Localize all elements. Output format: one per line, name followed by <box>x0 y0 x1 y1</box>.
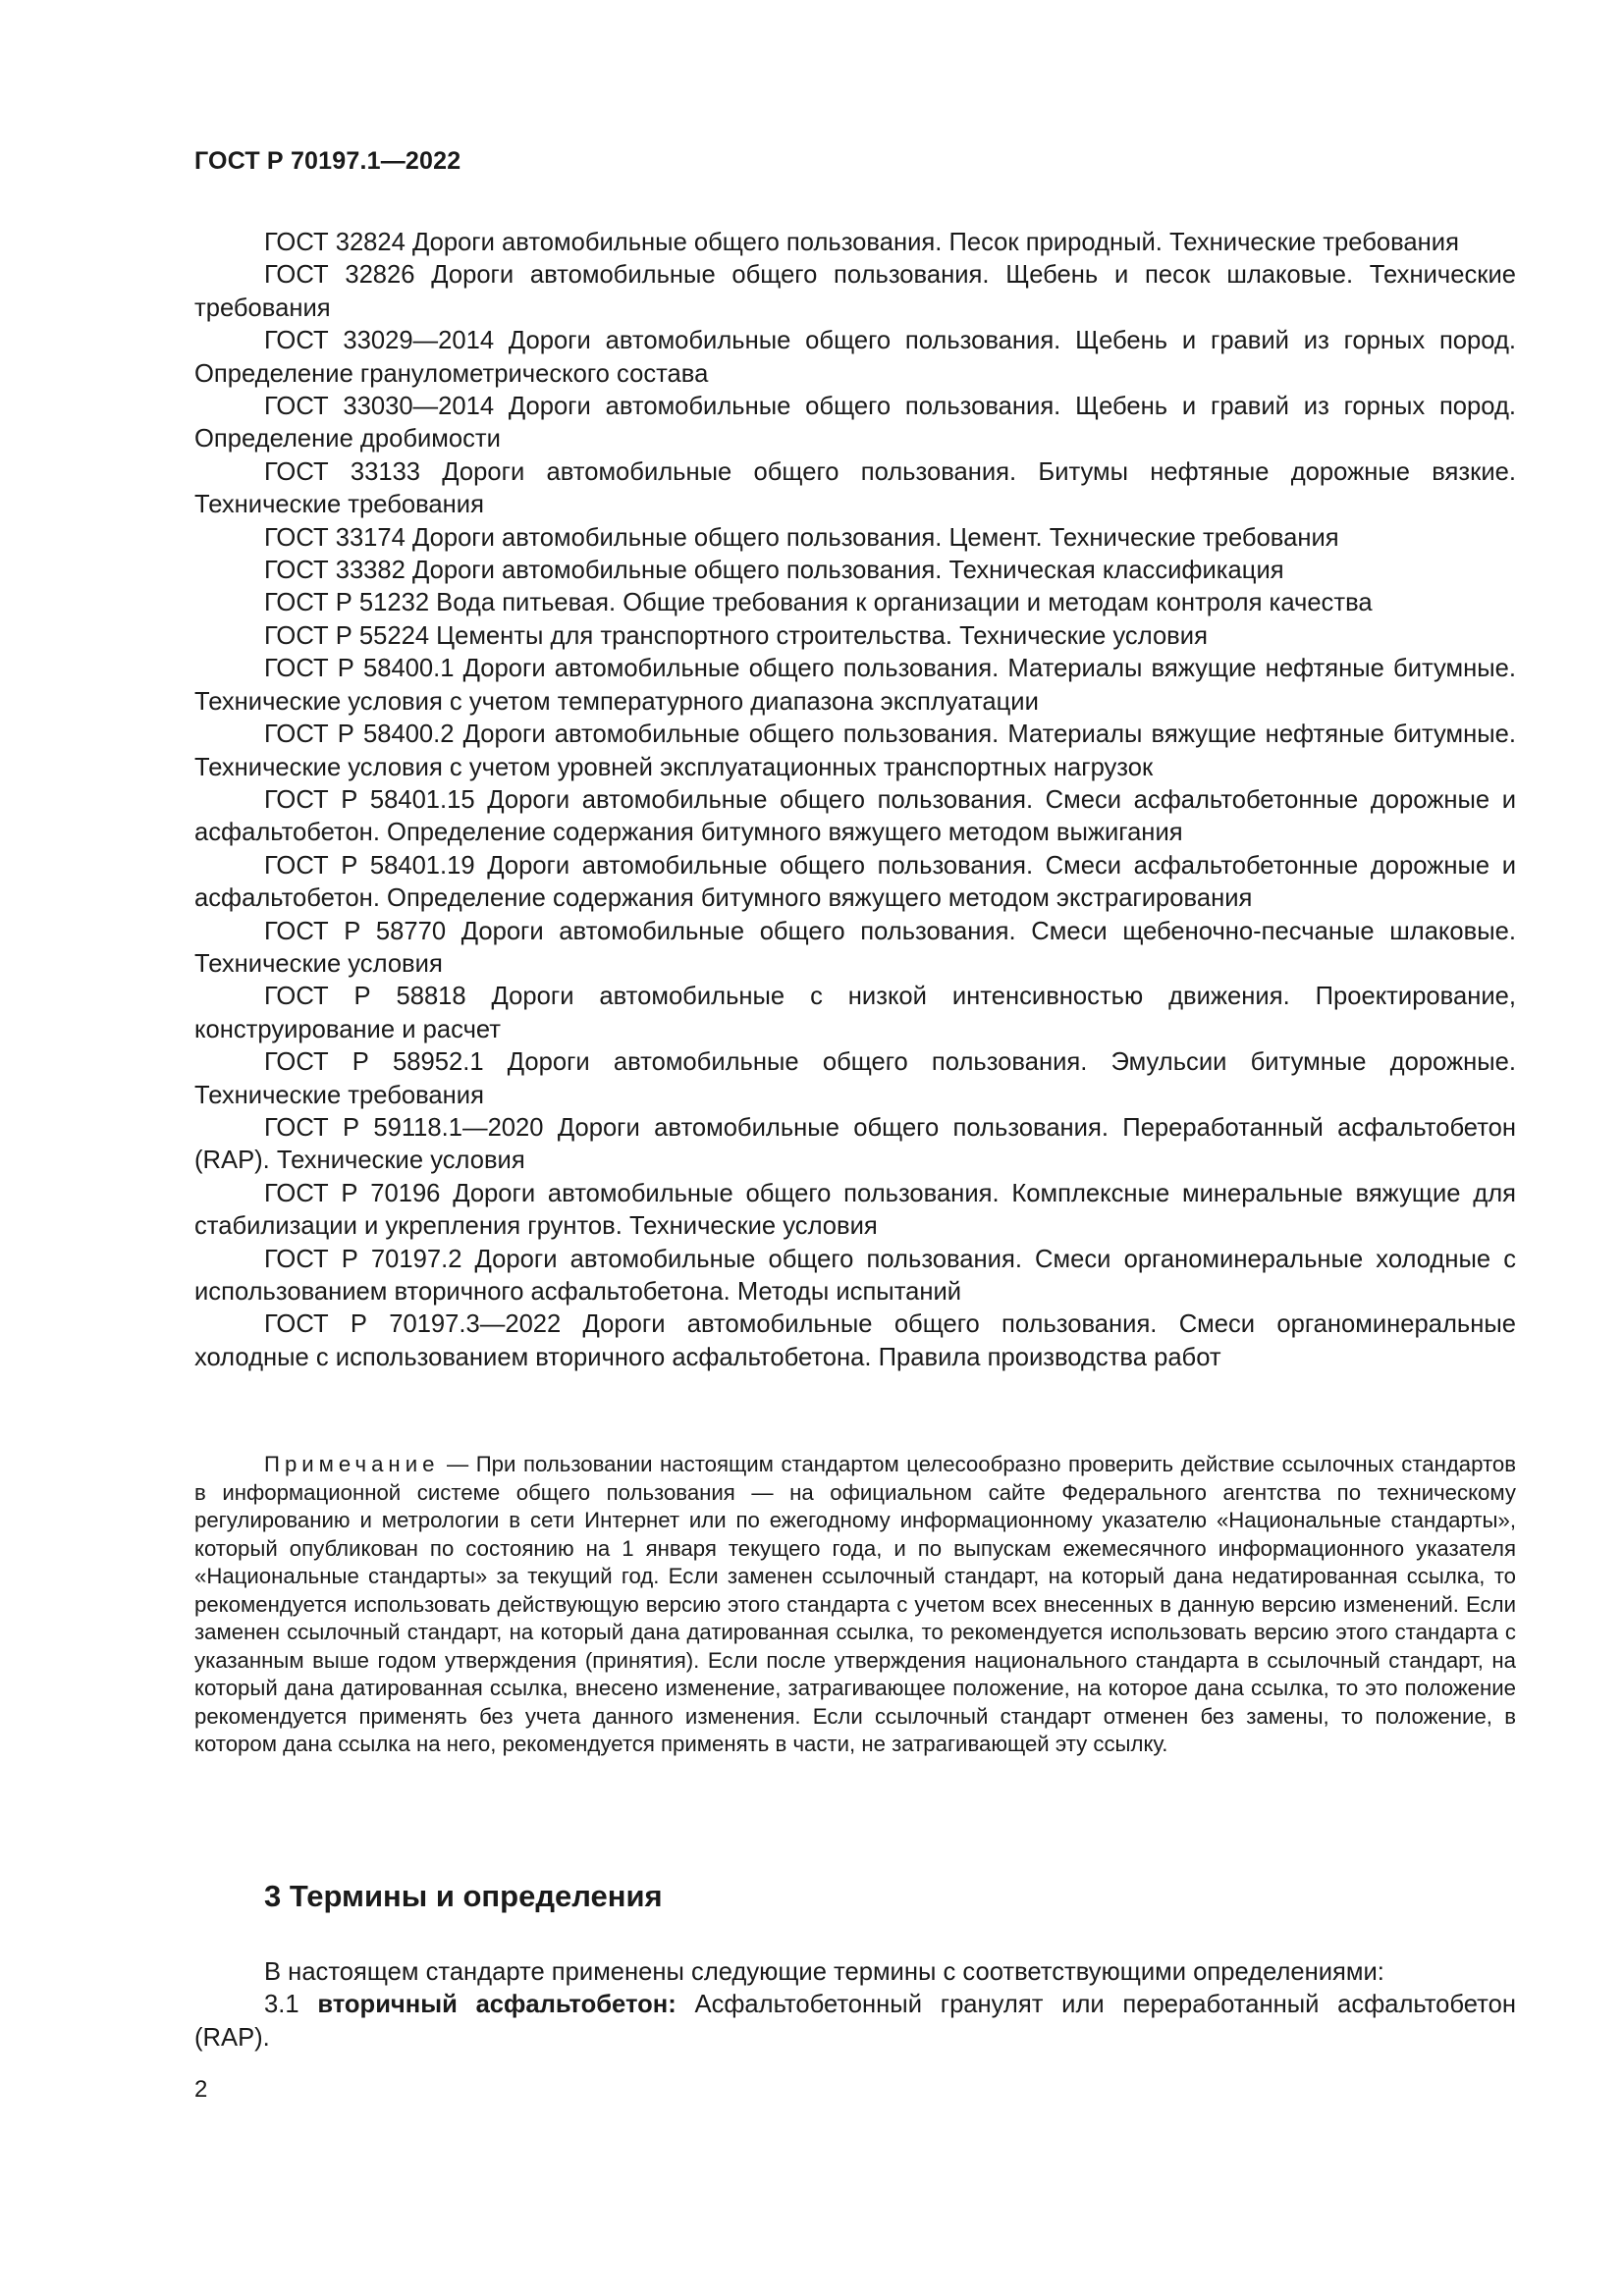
references-note <box>194 1451 1516 1759</box>
section-3-title: 3 Термины и определения <box>264 1879 663 1913</box>
reference-item: ГОСТ Р 58400.2 Дороги автомобильные общего пользования. Материалы вяжущие нефтяные битумные. Технические условия с учетом уровней эксплуатационных транспортных нагрузок <box>194 721 1516 781</box>
reference-item: ГОСТ 33133 Дороги автомобильные общего пользования. Битумы нефтяные дорожные вязкие. Технические требования <box>194 457 1516 519</box>
term-name: вторичный асфальтобетон: <box>317 1991 677 2019</box>
reference-item: ГОСТ Р 58401.15 Дороги автомобильные общего пользования. Смеси асфальтобетонные дорожные и асфальтобетон. Определение содержания битумного вяжущего методом выжигания <box>194 785 1516 847</box>
page-number: 2 <box>194 2076 208 2103</box>
reference-item: ГОСТ 33382 Дороги автомобильные общего пользования. Техническая классификация <box>264 557 1284 585</box>
term-3-1 <box>194 1989 1516 2055</box>
term-definition: Асфальтобетонный гранулят или переработанный асфальтобетон (RAP). <box>194 1991 1516 2052</box>
reference-item: ГОСТ Р 70197.3—2022 Дороги автомобильные общего пользования. Смеси органоминеральные холодные с использованием вторичного асфальтобетона. Правила производства работ <box>194 1310 1516 1371</box>
reference-item: ГОСТ 33029—2014 Дороги автомобильные общего пользования. Щебень и гравий из горных пород. Определение гранулометрического состава <box>194 327 1516 388</box>
reference-item: ГОСТ 32824 Дороги автомобильные общего пользования. Песок природный. Технические требования <box>264 229 1459 256</box>
reference-item: ГОСТ Р 58770 Дороги автомобильные общего пользования. Смеси щебеночно-песчаные шлаковые. Технические условия <box>194 917 1516 978</box>
terms-intro: В настоящем стандарте применены следующие термины с соответствующими определениями: <box>264 1958 1384 1986</box>
reference-item: ГОСТ 33030—2014 Дороги автомобильные общего пользования. Щебень и гравий из горных пород. Определение дробимости <box>194 393 1516 454</box>
terms-section <box>194 1956 1516 2055</box>
reference-item: ГОСТ Р 58818 Дороги автомобильные с низкой интенсивностью движения. Проектирование, конструирование и расчет <box>194 983 1516 1043</box>
reference-item: ГОСТ Р 51232 Вода питьевая. Общие требования к организации и методам контроля качества <box>264 589 1373 617</box>
reference-item: ГОСТ Р 58400.1 Дороги автомобильные общего пользования. Материалы вяжущие нефтяные битумные. Технические условия с учетом температурного диапазона эксплуатации <box>194 655 1516 716</box>
reference-item: ГОСТ 32826 Дороги автомобильные общего пользования. Щебень и песок шлаковые. Технические требования <box>194 261 1516 322</box>
reference-item: ГОСТ Р 70197.2 Дороги автомобильные общего пользования. Смеси органоминеральные холодные с использованием вторичного асфальтобетона. Методы испытаний <box>194 1245 1516 1306</box>
normative-references-list <box>194 227 1516 1374</box>
reference-item: ГОСТ Р 59118.1—2020 Дороги автомобильные общего пользования. Переработанный асфальтобетон (RAP). Технические условия <box>194 1113 1516 1175</box>
note-text: — При пользовании настоящим стандартом целесообразно проверить действие ссылочных стандартов в информационной системе общего пользования — на официальном сайте Федерального агентства по техническому регулированию и метрологии в сети Интернет или по ежегодному информационному указателю «Национальные стандарты», который опубликован по состоянию на 1 января текущего года, и по выпускам ежемесячного информационного указателя «Национальные стандарты» за текущий год. Если заменен ссылочный стандарт, на который дана недатированная ссылка, то рекомендуется использовать действующую версию этого стандарта с учетом всех внесенных в данную версию изменений. Если заменен ссылочный стандарт, на который дана датированная ссылка, то рекомендуется использовать версию этого стандарта с указанным выше годом утверждения (принятия). Если после утверждения национального стандарта в ссылочный стандарт, на который дана датированная ссылка, внесено изменение, затрагивающее положение, на которое дана ссылка, то это положение рекомендуется применять без учета данного изменения. Если ссылочный стандарт отменен без замены, то положение, в котором дана ссылка на него, рекомендуется применять в части, не затрагивающей эту ссылку. <box>194 1452 1516 1757</box>
reference-item: ГОСТ 33174 Дороги автомобильные общего пользования. Цемент. Технические требования <box>264 523 1339 552</box>
reference-item: ГОСТ Р 58401.19 Дороги автомобильные общего пользования. Смеси асфальтобетонные дорожные и асфальтобетон. Определение содержания битумного вяжущего методом экстрагирования <box>194 851 1516 913</box>
reference-item: ГОСТ Р 58952.1 Дороги автомобильные общего пользования. Эмульсии битумные дорожные. Технические требования <box>194 1048 1516 1109</box>
reference-item: ГОСТ Р 70196 Дороги автомобильные общего пользования. Комплексные минеральные вяжущие для стабилизации и укрепления грунтов. Технические условия <box>194 1179 1516 1241</box>
note-label: Примечание <box>264 1452 440 1477</box>
term-number: 3.1 <box>264 1991 318 2019</box>
document-header-code: ГОСТ Р 70197.1—2022 <box>194 147 461 175</box>
reference-item: ГОСТ Р 55224 Цементы для транспортного строительства. Технические условия <box>264 621 1208 650</box>
